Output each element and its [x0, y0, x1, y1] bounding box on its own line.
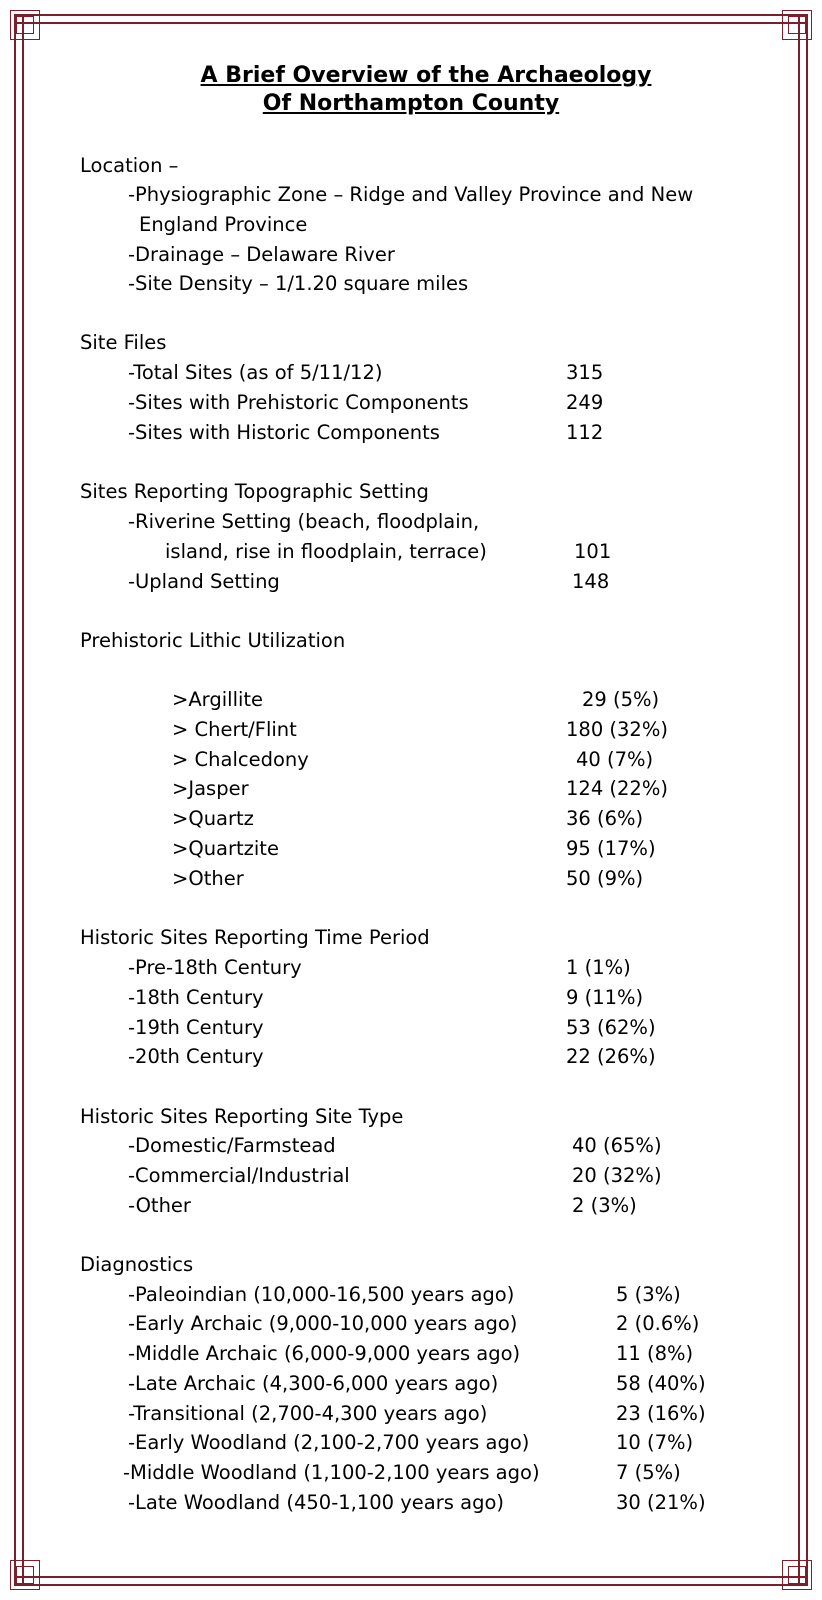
time-period-row-value: 22 (26%): [566, 1045, 656, 1068]
site-type-row-label: -Commercial/Industrial: [128, 1164, 350, 1187]
lithic-row-value: 180 (32%): [566, 718, 668, 741]
diagnostics-row-label: -Middle Woodland (1,100-2,100 years ago): [123, 1461, 540, 1484]
time-period-row-value: 53 (62%): [566, 1016, 656, 1039]
topographic-upland-value: 148: [572, 570, 610, 593]
lithic-row-label: >Quartz: [172, 807, 254, 830]
frame-left-inner: [22, 14, 24, 1586]
lithic-row-value: 95 (17%): [566, 837, 656, 860]
site-files-heading: Site Files: [80, 331, 167, 354]
corner-ornament-top-right: [782, 10, 812, 40]
lithic-row-label: >Other: [172, 867, 244, 890]
lithic-heading: Prehistoric Lithic Utilization: [80, 629, 346, 652]
lithic-row-value: 50 (9%): [566, 867, 644, 890]
lithic-row-label: >Quartzite: [172, 837, 279, 860]
time-period-row-label: -Pre-18th Century: [128, 956, 302, 979]
lithic-row-label: >Argillite: [172, 688, 264, 711]
frame-left-outer: [14, 14, 16, 1586]
diagnostics-row-label: -Early Archaic (9,000-10,000 years ago): [128, 1312, 518, 1335]
lithic-row-value: 40 (7%): [576, 748, 654, 771]
location-physiographic-line-2: England Province: [139, 213, 308, 236]
time-period-row-label: -18th Century: [128, 986, 264, 1009]
topographic-riverine-value: 101: [574, 540, 612, 563]
time-period-row-label: -19th Century: [128, 1016, 264, 1039]
topographic-upland-label: -Upland Setting: [128, 570, 280, 593]
lithic-row-label: > Chert/Flint: [172, 718, 297, 741]
diagnostics-row-value: 58 (40%): [616, 1372, 706, 1395]
site-files-row-value: 249: [566, 391, 604, 414]
site-files-row-label: -Total Sites (as of 5/11/12): [128, 361, 383, 384]
frame-top-outer: [14, 14, 808, 16]
frame-right-inner: [798, 14, 800, 1586]
lithic-row-value: 29 (5%): [582, 688, 660, 711]
location-site-density: -Site Density – 1/1.20 square miles: [128, 272, 469, 295]
diagnostics-row-value: 11 (8%): [616, 1342, 694, 1365]
lithic-row-value: 36 (6%): [566, 807, 644, 830]
time-period-row-label: -20th Century: [128, 1045, 264, 1068]
corner-ornament-top-left: [10, 10, 40, 40]
site-files-row-label: -Sites with Historic Components: [128, 421, 440, 444]
diagnostics-row-value: 23 (16%): [616, 1402, 706, 1425]
site-files-row-value: 315: [566, 361, 604, 384]
site-type-row-value: 2 (3%): [572, 1194, 637, 1217]
site-type-heading: Historic Sites Reporting Site Type: [80, 1105, 404, 1128]
diagnostics-row-label: -Middle Archaic (6,000-9,000 years ago): [128, 1342, 521, 1365]
corner-ornament-bottom-left: [10, 1560, 40, 1590]
topographic-riverine-line-1: -Riverine Setting (beach, floodplain,: [128, 510, 480, 533]
frame-bottom-outer: [14, 1584, 808, 1586]
site-files-row-label: -Sites with Prehistoric Components: [128, 391, 469, 414]
frame-right-outer: [806, 14, 808, 1586]
site-type-row-value: 40 (65%): [572, 1134, 662, 1157]
frame-bottom-inner: [14, 1576, 808, 1578]
corner-ornament-bottom-right: [782, 1560, 812, 1590]
diagnostics-row-value: 7 (5%): [616, 1461, 681, 1484]
site-type-row-value: 20 (32%): [572, 1164, 662, 1187]
page-title-line-1: A Brief Overview of the Archaeology: [200, 63, 652, 88]
location-drainage: -Drainage – Delaware River: [128, 243, 395, 266]
site-type-row-label: -Domestic/Farmstead: [128, 1134, 336, 1157]
diagnostics-row-value: 30 (21%): [616, 1491, 706, 1514]
diagnostics-row-label: -Late Archaic (4,300-6,000 years ago): [128, 1372, 499, 1395]
diagnostics-row-value: 10 (7%): [616, 1431, 694, 1454]
diagnostics-row-value: 2 (0.6%): [616, 1312, 700, 1335]
topographic-heading: Sites Reporting Topographic Setting: [80, 480, 429, 503]
site-type-row-label: -Other: [128, 1194, 191, 1217]
frame-top-inner: [14, 22, 808, 24]
diagnostics-row-label: -Early Woodland (2,100-2,700 years ago): [128, 1431, 530, 1454]
diagnostics-row-label: -Late Woodland (450-1,100 years ago): [128, 1491, 504, 1514]
diagnostics-heading: Diagnostics: [80, 1253, 194, 1276]
time-period-row-value: 9 (11%): [566, 986, 644, 1009]
time-period-heading: Historic Sites Reporting Time Period: [80, 926, 430, 949]
site-files-row-value: 112: [566, 421, 604, 444]
lithic-row-value: 124 (22%): [566, 777, 668, 800]
time-period-row-value: 1 (1%): [566, 956, 631, 979]
topographic-riverine-line-2: island, rise in floodplain, terrace): [165, 540, 487, 563]
diagnostics-row-label: -Paleoindian (10,000-16,500 years ago): [128, 1283, 515, 1306]
lithic-row-label: > Chalcedony: [172, 748, 309, 771]
diagnostics-row-value: 5 (3%): [616, 1283, 681, 1306]
location-heading: Location –: [80, 154, 179, 177]
location-physiographic-line-1: -Physiographic Zone – Ridge and Valley Province and New: [128, 183, 694, 206]
lithic-row-label: >Jasper: [172, 777, 249, 800]
diagnostics-row-label: -Transitional (2,700-4,300 years ago): [128, 1402, 488, 1425]
page-title-line-2: Of Northampton County: [262, 91, 560, 116]
